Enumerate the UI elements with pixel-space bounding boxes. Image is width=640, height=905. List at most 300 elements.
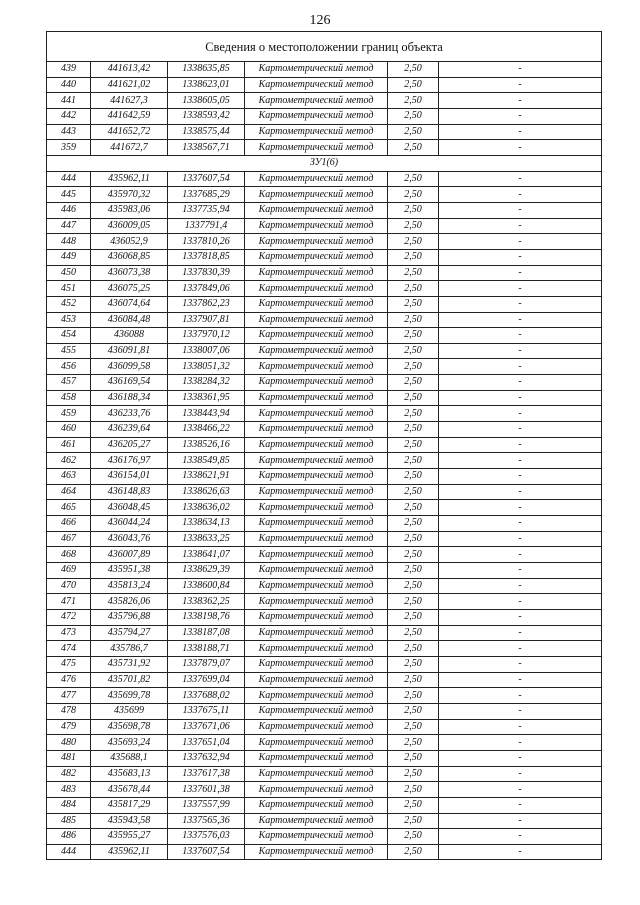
y-coordinate-cell: 1337818,85 <box>168 249 245 265</box>
method-cell: Картометрический метод <box>245 531 388 547</box>
y-coordinate-cell: 1337970,12 <box>168 328 245 344</box>
y-coordinate-cell: 1338641,07 <box>168 547 245 563</box>
y-coordinate-cell: 1337632,94 <box>168 750 245 766</box>
description-cell: - <box>439 844 602 860</box>
point-number-cell: 441 <box>47 93 91 109</box>
table-row <box>47 703 602 719</box>
accuracy-cell: 2,50 <box>388 594 439 610</box>
x-coordinate-cell: 436233,76 <box>91 406 168 422</box>
method-cell: Картометрический метод <box>245 312 388 328</box>
accuracy-cell: 2,50 <box>388 312 439 328</box>
description-cell: - <box>439 484 602 500</box>
accuracy-cell: 2,50 <box>388 77 439 93</box>
accuracy-cell: 2,50 <box>388 703 439 719</box>
description-cell: - <box>439 171 602 187</box>
table-row <box>47 563 602 579</box>
point-number-cell: 461 <box>47 437 91 453</box>
method-cell: Картометрический метод <box>245 265 388 281</box>
accuracy-cell: 2,50 <box>388 328 439 344</box>
y-coordinate-cell: 1337830,39 <box>168 265 245 281</box>
table-row <box>47 234 602 250</box>
table-row <box>47 766 602 782</box>
point-number-cell: 486 <box>47 829 91 845</box>
x-coordinate-cell: 441642,59 <box>91 108 168 124</box>
accuracy-cell: 2,50 <box>388 829 439 845</box>
table-row <box>47 343 602 359</box>
x-coordinate-cell: 436091,81 <box>91 343 168 359</box>
point-number-cell: 483 <box>47 782 91 798</box>
point-number-cell: 471 <box>47 594 91 610</box>
table-row <box>47 750 602 766</box>
method-cell: Картометрический метод <box>245 578 388 594</box>
x-coordinate-cell: 436239,64 <box>91 422 168 438</box>
description-cell: - <box>439 735 602 751</box>
point-number-cell: 465 <box>47 500 91 516</box>
method-cell: Картометрический метод <box>245 77 388 93</box>
x-coordinate-cell: 436148,83 <box>91 484 168 500</box>
table-row <box>47 625 602 641</box>
accuracy-cell: 2,50 <box>388 187 439 203</box>
accuracy-cell: 2,50 <box>388 672 439 688</box>
table-title: Сведения о местоположении границ объекта <box>47 32 602 62</box>
accuracy-cell: 2,50 <box>388 422 439 438</box>
accuracy-cell: 2,50 <box>388 437 439 453</box>
accuracy-cell: 2,50 <box>388 281 439 297</box>
method-cell: Картометрический метод <box>245 296 388 312</box>
table-row <box>47 531 602 547</box>
table-row <box>47 93 602 109</box>
x-coordinate-cell: 436007,89 <box>91 547 168 563</box>
point-number-cell: 479 <box>47 719 91 735</box>
method-cell: Картометрический метод <box>245 766 388 782</box>
method-cell: Картометрический метод <box>245 500 388 516</box>
accuracy-cell: 2,50 <box>388 656 439 672</box>
y-coordinate-cell: 1337879,07 <box>168 656 245 672</box>
y-coordinate-cell: 1337671,06 <box>168 719 245 735</box>
accuracy-cell: 2,50 <box>388 719 439 735</box>
table-row <box>47 202 602 218</box>
description-cell: - <box>439 140 602 156</box>
table-row <box>47 672 602 688</box>
x-coordinate-cell: 436074,64 <box>91 296 168 312</box>
x-coordinate-cell: 436009,05 <box>91 218 168 234</box>
y-coordinate-cell: 1338635,85 <box>168 62 245 78</box>
table-row <box>47 422 602 438</box>
point-number-cell: 439 <box>47 62 91 78</box>
x-coordinate-cell: 441621,02 <box>91 77 168 93</box>
boundary-coordinates-table <box>46 31 602 860</box>
method-cell: Картометрический метод <box>245 719 388 735</box>
table-row <box>47 359 602 375</box>
description-cell: - <box>439 688 602 704</box>
table-body <box>47 32 602 860</box>
table-row <box>47 844 602 860</box>
method-cell: Картометрический метод <box>245 453 388 469</box>
point-number-cell: 444 <box>47 844 91 860</box>
accuracy-cell: 2,50 <box>388 296 439 312</box>
accuracy-cell: 2,50 <box>388 93 439 109</box>
accuracy-cell: 2,50 <box>388 813 439 829</box>
point-number-cell: 452 <box>47 296 91 312</box>
x-coordinate-cell: 435970,32 <box>91 187 168 203</box>
x-coordinate-cell: 436088 <box>91 328 168 344</box>
point-number-cell: 466 <box>47 516 91 532</box>
method-cell: Картометрический метод <box>245 406 388 422</box>
point-number-cell: 453 <box>47 312 91 328</box>
method-cell: Картометрический метод <box>245 343 388 359</box>
x-coordinate-cell: 436176,97 <box>91 453 168 469</box>
table-row <box>47 328 602 344</box>
accuracy-cell: 2,50 <box>388 531 439 547</box>
y-coordinate-cell: 1337688,02 <box>168 688 245 704</box>
method-cell: Картометрический метод <box>245 249 388 265</box>
description-cell: - <box>439 375 602 391</box>
table-row <box>47 171 602 187</box>
x-coordinate-cell: 435693,24 <box>91 735 168 751</box>
x-coordinate-cell: 435794,27 <box>91 625 168 641</box>
accuracy-cell: 2,50 <box>388 62 439 78</box>
y-coordinate-cell: 1338362,25 <box>168 594 245 610</box>
description-cell: - <box>439 563 602 579</box>
point-number-cell: 464 <box>47 484 91 500</box>
point-number-cell: 454 <box>47 328 91 344</box>
accuracy-cell: 2,50 <box>388 609 439 625</box>
description-cell: - <box>439 390 602 406</box>
y-coordinate-cell: 1338361,95 <box>168 390 245 406</box>
table-row <box>47 406 602 422</box>
table-row <box>47 656 602 672</box>
point-number-cell: 458 <box>47 390 91 406</box>
table-row <box>47 453 602 469</box>
description-cell: - <box>439 453 602 469</box>
x-coordinate-cell: 441652,72 <box>91 124 168 140</box>
method-cell: Картометрический метод <box>245 750 388 766</box>
y-coordinate-cell: 1337607,54 <box>168 844 245 860</box>
method-cell: Картометрический метод <box>245 735 388 751</box>
table-row <box>47 688 602 704</box>
x-coordinate-cell: 435701,82 <box>91 672 168 688</box>
accuracy-cell: 2,50 <box>388 108 439 124</box>
point-number-cell: 474 <box>47 641 91 657</box>
x-coordinate-cell: 436154,01 <box>91 469 168 485</box>
method-cell: Картометрический метод <box>245 594 388 610</box>
section-header-row <box>47 155 602 171</box>
table-row <box>47 62 602 78</box>
accuracy-cell: 2,50 <box>388 218 439 234</box>
method-cell: Картометрический метод <box>245 844 388 860</box>
accuracy-cell: 2,50 <box>388 578 439 594</box>
description-cell: - <box>439 656 602 672</box>
y-coordinate-cell: 1338621,91 <box>168 469 245 485</box>
y-coordinate-cell: 1337601,38 <box>168 782 245 798</box>
description-cell: - <box>439 296 602 312</box>
table-row <box>47 641 602 657</box>
point-number-cell: 472 <box>47 609 91 625</box>
table-row <box>47 390 602 406</box>
y-coordinate-cell: 1338633,25 <box>168 531 245 547</box>
page-number: 126 <box>309 13 331 28</box>
description-cell: - <box>439 641 602 657</box>
point-number-cell: 445 <box>47 187 91 203</box>
point-number-cell: 485 <box>47 813 91 829</box>
y-coordinate-cell: 1338443,94 <box>168 406 245 422</box>
point-number-cell: 469 <box>47 563 91 579</box>
y-coordinate-cell: 1338549,85 <box>168 453 245 469</box>
description-cell: - <box>439 829 602 845</box>
point-number-cell: 446 <box>47 202 91 218</box>
method-cell: Картометрический метод <box>245 328 388 344</box>
x-coordinate-cell: 436205,27 <box>91 437 168 453</box>
section-label: ЗУ1(6) <box>47 155 602 171</box>
y-coordinate-cell: 1338626,63 <box>168 484 245 500</box>
point-number-cell: 480 <box>47 735 91 751</box>
method-cell: Картометрический метод <box>245 218 388 234</box>
accuracy-cell: 2,50 <box>388 453 439 469</box>
y-coordinate-cell: 1338593,42 <box>168 108 245 124</box>
description-cell: - <box>439 719 602 735</box>
method-cell: Картометрический метод <box>245 437 388 453</box>
point-number-cell: 447 <box>47 218 91 234</box>
x-coordinate-cell: 441672,7 <box>91 140 168 156</box>
point-number-cell: 448 <box>47 234 91 250</box>
accuracy-cell: 2,50 <box>388 766 439 782</box>
y-coordinate-cell: 1337862,23 <box>168 296 245 312</box>
description-cell: - <box>439 343 602 359</box>
y-coordinate-cell: 1338188,71 <box>168 641 245 657</box>
x-coordinate-cell: 436052,9 <box>91 234 168 250</box>
description-cell: - <box>439 594 602 610</box>
description-cell: - <box>439 406 602 422</box>
table-row <box>47 312 602 328</box>
description-cell: - <box>439 202 602 218</box>
accuracy-cell: 2,50 <box>388 171 439 187</box>
y-coordinate-cell: 1337607,54 <box>168 171 245 187</box>
table-title-row <box>47 32 602 62</box>
table-row <box>47 218 602 234</box>
point-number-cell: 449 <box>47 249 91 265</box>
point-number-cell: 451 <box>47 281 91 297</box>
y-coordinate-cell: 1337810,26 <box>168 234 245 250</box>
x-coordinate-cell: 435817,29 <box>91 797 168 813</box>
description-cell: - <box>439 359 602 375</box>
method-cell: Картометрический метод <box>245 359 388 375</box>
method-cell: Картометрический метод <box>245 641 388 657</box>
point-number-cell: 440 <box>47 77 91 93</box>
x-coordinate-cell: 436075,25 <box>91 281 168 297</box>
table-row <box>47 609 602 625</box>
accuracy-cell: 2,50 <box>388 750 439 766</box>
x-coordinate-cell: 435796,88 <box>91 609 168 625</box>
table-row <box>47 500 602 516</box>
x-coordinate-cell: 435678,44 <box>91 782 168 798</box>
table-row <box>47 265 602 281</box>
y-coordinate-cell: 1337699,04 <box>168 672 245 688</box>
accuracy-cell: 2,50 <box>388 547 439 563</box>
method-cell: Картометрический метод <box>245 375 388 391</box>
table-row <box>47 296 602 312</box>
y-coordinate-cell: 1337735,94 <box>168 202 245 218</box>
point-number-cell: 477 <box>47 688 91 704</box>
table-row <box>47 547 602 563</box>
x-coordinate-cell: 435699,78 <box>91 688 168 704</box>
y-coordinate-cell: 1337565,36 <box>168 813 245 829</box>
y-coordinate-cell: 1338198,76 <box>168 609 245 625</box>
description-cell: - <box>439 500 602 516</box>
point-number-cell: 484 <box>47 797 91 813</box>
accuracy-cell: 2,50 <box>388 124 439 140</box>
y-coordinate-cell: 1337675,11 <box>168 703 245 719</box>
accuracy-cell: 2,50 <box>388 735 439 751</box>
method-cell: Картометрический метод <box>245 703 388 719</box>
point-number-cell: 478 <box>47 703 91 719</box>
accuracy-cell: 2,50 <box>388 234 439 250</box>
y-coordinate-cell: 1338284,32 <box>168 375 245 391</box>
method-cell: Картометрический метод <box>245 422 388 438</box>
table-row <box>47 735 602 751</box>
y-coordinate-cell: 1337576,03 <box>168 829 245 845</box>
y-coordinate-cell: 1337651,04 <box>168 735 245 751</box>
x-coordinate-cell: 436068,85 <box>91 249 168 265</box>
x-coordinate-cell: 436043,76 <box>91 531 168 547</box>
x-coordinate-cell: 435955,27 <box>91 829 168 845</box>
point-number-cell: 463 <box>47 469 91 485</box>
accuracy-cell: 2,50 <box>388 140 439 156</box>
table-row <box>47 281 602 297</box>
method-cell: Картометрический метод <box>245 108 388 124</box>
method-cell: Картометрический метод <box>245 547 388 563</box>
description-cell: - <box>439 312 602 328</box>
x-coordinate-cell: 435688,1 <box>91 750 168 766</box>
description-cell: - <box>439 437 602 453</box>
y-coordinate-cell: 1337907,81 <box>168 312 245 328</box>
y-coordinate-cell: 1337849,06 <box>168 281 245 297</box>
point-number-cell: 460 <box>47 422 91 438</box>
table-row <box>47 469 602 485</box>
table-row <box>47 77 602 93</box>
table-row <box>47 437 602 453</box>
table-row <box>47 516 602 532</box>
table-row <box>47 140 602 156</box>
method-cell: Картометрический метод <box>245 688 388 704</box>
x-coordinate-cell: 435698,78 <box>91 719 168 735</box>
accuracy-cell: 2,50 <box>388 484 439 500</box>
description-cell: - <box>439 422 602 438</box>
method-cell: Картометрический метод <box>245 609 388 625</box>
point-number-cell: 473 <box>47 625 91 641</box>
description-cell: - <box>439 609 602 625</box>
table-row <box>47 124 602 140</box>
method-cell: Картометрический метод <box>245 484 388 500</box>
point-number-cell: 444 <box>47 171 91 187</box>
point-number-cell: 468 <box>47 547 91 563</box>
description-cell: - <box>439 813 602 829</box>
point-number-cell: 359 <box>47 140 91 156</box>
description-cell: - <box>439 625 602 641</box>
method-cell: Картометрический метод <box>245 140 388 156</box>
x-coordinate-cell: 435983,06 <box>91 202 168 218</box>
accuracy-cell: 2,50 <box>388 343 439 359</box>
point-number-cell: 475 <box>47 656 91 672</box>
point-number-cell: 459 <box>47 406 91 422</box>
point-number-cell: 443 <box>47 124 91 140</box>
x-coordinate-cell: 435962,11 <box>91 171 168 187</box>
description-cell: - <box>439 249 602 265</box>
x-coordinate-cell: 436188,34 <box>91 390 168 406</box>
accuracy-cell: 2,50 <box>388 797 439 813</box>
x-coordinate-cell: 435786,7 <box>91 641 168 657</box>
description-cell: - <box>439 187 602 203</box>
accuracy-cell: 2,50 <box>388 641 439 657</box>
method-cell: Картометрический метод <box>245 171 388 187</box>
description-cell: - <box>439 531 602 547</box>
y-coordinate-cell: 1338575,44 <box>168 124 245 140</box>
table-row <box>47 782 602 798</box>
description-cell: - <box>439 281 602 297</box>
method-cell: Картометрический метод <box>245 656 388 672</box>
point-number-cell: 455 <box>47 343 91 359</box>
description-cell: - <box>439 516 602 532</box>
x-coordinate-cell: 436084,48 <box>91 312 168 328</box>
accuracy-cell: 2,50 <box>388 202 439 218</box>
y-coordinate-cell: 1337557,99 <box>168 797 245 813</box>
description-cell: - <box>439 328 602 344</box>
description-cell: - <box>439 234 602 250</box>
table-row <box>47 797 602 813</box>
table-row <box>47 719 602 735</box>
accuracy-cell: 2,50 <box>388 406 439 422</box>
method-cell: Картометрический метод <box>245 782 388 798</box>
y-coordinate-cell: 1338634,13 <box>168 516 245 532</box>
x-coordinate-cell: 435826,06 <box>91 594 168 610</box>
y-coordinate-cell: 1338623,01 <box>168 77 245 93</box>
method-cell: Картометрический метод <box>245 234 388 250</box>
description-cell: - <box>439 265 602 281</box>
point-number-cell: 462 <box>47 453 91 469</box>
method-cell: Картометрический метод <box>245 202 388 218</box>
method-cell: Картометрический метод <box>245 62 388 78</box>
description-cell: - <box>439 124 602 140</box>
method-cell: Картометрический метод <box>245 672 388 688</box>
method-cell: Картометрический метод <box>245 516 388 532</box>
y-coordinate-cell: 1338466,22 <box>168 422 245 438</box>
y-coordinate-cell: 1338051,32 <box>168 359 245 375</box>
accuracy-cell: 2,50 <box>388 782 439 798</box>
accuracy-cell: 2,50 <box>388 844 439 860</box>
x-coordinate-cell: 441613,42 <box>91 62 168 78</box>
table-row <box>47 249 602 265</box>
x-coordinate-cell: 435813,24 <box>91 578 168 594</box>
accuracy-cell: 2,50 <box>388 469 439 485</box>
x-coordinate-cell: 435683,13 <box>91 766 168 782</box>
x-coordinate-cell: 435943,58 <box>91 813 168 829</box>
point-number-cell: 467 <box>47 531 91 547</box>
method-cell: Картометрический метод <box>245 469 388 485</box>
description-cell: - <box>439 578 602 594</box>
y-coordinate-cell: 1338636,02 <box>168 500 245 516</box>
x-coordinate-cell: 435951,38 <box>91 563 168 579</box>
description-cell: - <box>439 108 602 124</box>
table-row <box>47 578 602 594</box>
table-row <box>47 829 602 845</box>
point-number-cell: 481 <box>47 750 91 766</box>
description-cell: - <box>439 672 602 688</box>
accuracy-cell: 2,50 <box>388 688 439 704</box>
x-coordinate-cell: 435731,92 <box>91 656 168 672</box>
description-cell: - <box>439 469 602 485</box>
y-coordinate-cell: 1338187,08 <box>168 625 245 641</box>
description-cell: - <box>439 703 602 719</box>
accuracy-cell: 2,50 <box>388 265 439 281</box>
